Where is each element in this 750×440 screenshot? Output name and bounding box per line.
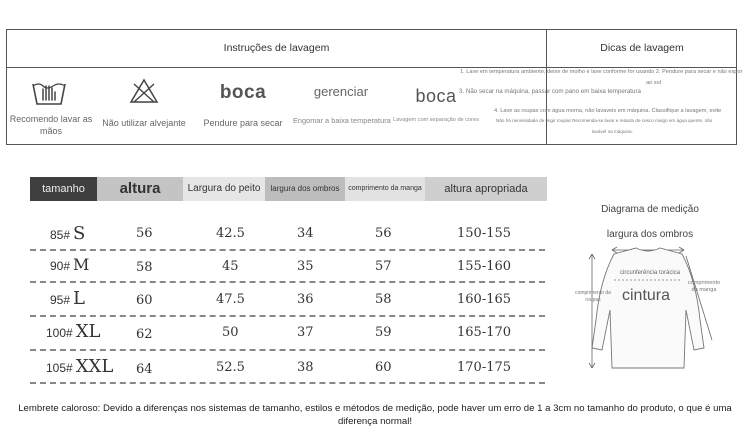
diagram-waist-label: cintura [622, 287, 671, 304]
low-iron-word: gerenciar [313, 84, 369, 99]
no-bleach-label: Não utilizar alvejante [102, 118, 186, 128]
size-letter: L [73, 288, 85, 309]
row-divider [30, 281, 545, 283]
diagram-title: Diagrama de medição [601, 204, 699, 215]
header-tamanho: tamanho [30, 177, 97, 201]
tip-line: Não há necessidade de tingir roupas Recomenda-se lavar e retardo de cesco maigo em água quente, não [496, 118, 713, 123]
washing-tips-list [459, 66, 743, 142]
care-item-low-iron [293, 68, 389, 145]
header-largura-peito: Largura do peito [183, 177, 265, 201]
manga-value: 60 [375, 360, 392, 375]
color-separation-word: boca [415, 86, 457, 106]
peito-value: 50 [222, 325, 239, 340]
tip-line: ao sol [646, 80, 661, 86]
size-number: 95# [50, 293, 71, 307]
hand-wash-label: Recomendo lavar as mãos [9, 114, 93, 136]
size-number: 100# [46, 326, 73, 340]
header-comprimento-manga: comprimento da manga [345, 177, 425, 201]
ombros-value: 34 [297, 226, 314, 241]
color-separation-label: Lavagem com separação de cores [393, 117, 479, 123]
apropriada-value: 165-170 [457, 325, 512, 340]
no-bleach-icon [129, 78, 159, 104]
size-cell [50, 288, 85, 309]
apropriada-value: 150-155 [457, 226, 512, 241]
size-cell [46, 321, 100, 342]
size-letter: XL [75, 321, 101, 342]
size-cell [46, 356, 113, 377]
tip-line: 1. Lave em temperatura ambiente, deixe de molho e lave conforme for usando 2. Pendure para secar e não expor [460, 69, 743, 75]
header-altura-apropriada: altura apropriada [425, 177, 547, 201]
hang-dry-word: boca [219, 82, 267, 103]
apropriada-value: 155-160 [457, 259, 512, 274]
tip-line: lavável na máquina. [592, 129, 633, 134]
garment-diagram [578, 240, 728, 375]
altura-value: 60 [136, 293, 153, 308]
diagram-length-label: comprimento da roupas [575, 290, 611, 303]
row-divider [30, 349, 545, 351]
hang-dry-label: Pendure para secar [203, 118, 283, 128]
altura-value: 64 [136, 362, 153, 377]
washing-instructions-title: Instruções de lavagem [223, 42, 330, 54]
care-instructions-box [6, 29, 743, 145]
ombros-value: 37 [297, 325, 314, 340]
header-largura-ombros: largura dos ombros [265, 177, 345, 201]
care-item-no-bleach [95, 68, 193, 145]
peito-value: 42.5 [216, 226, 245, 241]
size-number: 85# [50, 228, 71, 242]
ombros-value: 35 [297, 259, 314, 274]
row-divider [30, 315, 545, 317]
size-table [30, 177, 550, 382]
altura-value: 56 [136, 226, 153, 241]
care-item-color-separation [389, 68, 483, 145]
peito-value: 47.5 [216, 292, 245, 307]
tip-line: 4. Lave as roupas com água morna, não lavaveis em máquina. Classifique a lavagem, evite [494, 108, 722, 114]
row-divider [30, 382, 545, 384]
manga-value: 59 [375, 325, 392, 340]
apropriada-value: 160-165 [457, 292, 512, 307]
peito-value: 45 [222, 259, 239, 274]
peito-value: 52.5 [216, 360, 245, 375]
header-altura: altura [97, 177, 183, 201]
manga-value: 58 [375, 292, 392, 307]
hand-wash-icon [30, 78, 68, 106]
size-letter: M [73, 255, 90, 274]
diagram-chest-label: circunferência torácica [620, 270, 681, 276]
size-letter: S [73, 223, 86, 244]
size-cell [50, 223, 85, 244]
care-item-hang-dry [193, 68, 293, 145]
diagram-sleeve-label: comprimento da manga [687, 280, 721, 293]
low-iron-label: Engomar a baixa temperatura [293, 116, 391, 125]
manga-value: 56 [375, 226, 392, 241]
diagram-shoulder-label: largura dos ombros [606, 229, 694, 240]
ombros-value: 36 [297, 292, 314, 307]
row-divider [30, 249, 545, 251]
size-number: 90# [50, 259, 71, 273]
manga-value: 57 [375, 259, 392, 274]
warm-reminder-note: Lembrete caloroso: Devido a diferenças nos sistemas de tamanho, estilos e métodos de medição, pode haver um erro de 1 a 3cm no tamanho do produto, o que é uma diferença normal! [18, 403, 732, 427]
size-cell [50, 255, 89, 274]
apropriada-value: 170-175 [457, 360, 512, 375]
altura-value: 58 [136, 260, 153, 275]
altura-value: 62 [136, 327, 153, 342]
care-item-hand-wash [7, 68, 95, 145]
tip-line: 3. Não secar na máquina, passar com pano em baixa temperatura [459, 88, 641, 95]
ombros-value: 38 [297, 360, 314, 375]
washing-tips-title: Dicas de lavagem [600, 42, 684, 54]
size-number: 105# [46, 361, 73, 375]
size-letter: XXL [75, 356, 114, 377]
